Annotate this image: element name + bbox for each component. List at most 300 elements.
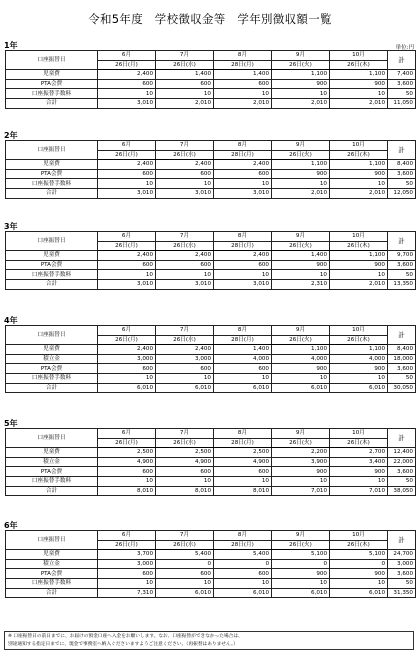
amount-cell: 600 [98,79,156,89]
amount-cell: 2,400 [214,251,272,261]
month-header: 8月 [214,326,272,336]
row-label: PTA会費 [6,467,98,477]
row-total-cell: 12,050 [388,188,416,198]
table-row [6,373,416,383]
amount-cell: 10 [272,476,330,486]
row-total-cell: 50 [388,373,416,383]
total-header: 計 [388,232,416,251]
day-header: 28日(月) [214,438,272,448]
month-header: 9月 [272,51,330,61]
amount-cell: 3,900 [272,457,330,467]
amount-cell: 10 [272,373,330,383]
amount-cell: 6,010 [98,383,156,393]
month-header: 7月 [156,326,214,336]
row-total-cell: 31,350 [388,588,416,598]
amount-cell: 2,010 [272,188,330,198]
account-date-header: 口座振替日 [6,531,98,550]
row-label: 口座振替手数料 [6,476,98,486]
row-total-cell: 7,400 [388,70,416,80]
month-header: 7月 [156,141,214,151]
amount-cell: 3,010 [214,188,272,198]
amount-cell: 1,100 [272,160,330,170]
page-title: 令和5年度 学校徴収金等 学年別徴収額一覧 [88,12,332,26]
amount-cell: 900 [330,79,388,89]
month-header: 6月 [98,51,156,61]
month-header: 9月 [272,429,330,439]
grade-label: 3年 [4,222,18,231]
amount-cell: 4,900 [214,457,272,467]
amount-cell: 10 [272,89,330,99]
row-total-cell: 11,050 [388,98,416,108]
amount-cell: 10 [330,270,388,280]
amount-cell: 10 [156,578,214,588]
amount-cell: 4,900 [156,457,214,467]
amount-cell: 10 [330,179,388,189]
row-label: PTA会費 [6,260,98,270]
amount-cell: 1,400 [272,251,330,261]
day-header: 26日(水) [156,335,214,345]
day-header: 26日(木) [330,335,388,345]
month-header: 7月 [156,232,214,242]
amount-cell: 600 [214,79,272,89]
amount-cell: 6,010 [156,588,214,598]
amount-cell: 2,400 [98,251,156,261]
sum-row [6,98,416,108]
month-header: 10月 [330,51,388,61]
amount-cell: 10 [330,578,388,588]
amount-cell: 3,700 [98,550,156,560]
month-header: 8月 [214,531,272,541]
payment-note [4,631,414,650]
row-label: 口座振替手数料 [6,270,98,280]
month-header: 7月 [156,429,214,439]
day-header: 26日(水) [156,438,214,448]
month-header: 10月 [330,141,388,151]
amount-cell: 600 [214,260,272,270]
day-header: 26日(火) [272,241,330,251]
fee-table [5,428,416,496]
amount-cell: 2,700 [330,448,388,458]
amount-cell: 900 [330,467,388,477]
month-header: 6月 [98,429,156,439]
fee-table [5,530,416,598]
table-row [6,160,416,170]
row-label: 合計 [6,98,98,108]
amount-cell: 2,010 [330,188,388,198]
sum-row [6,486,416,496]
day-header: 26日(月) [98,540,156,550]
row-label: 積立金 [6,457,98,467]
amount-cell: 600 [156,79,214,89]
row-label: 合計 [6,279,98,289]
table-row [6,270,416,280]
amount-cell: 1,400 [214,70,272,80]
amount-cell: 1,400 [156,70,214,80]
row-total-cell: 30,050 [388,383,416,393]
amount-cell: 8,010 [98,486,156,496]
amount-cell: 10 [330,89,388,99]
row-label: 合計 [6,486,98,496]
row-total-cell: 3,600 [388,79,416,89]
row-label: PTA会費 [6,364,98,374]
amount-cell: 7,010 [272,486,330,496]
table-row [6,345,416,355]
amount-cell: 10 [98,179,156,189]
account-date-header: 口座振替日 [6,429,98,448]
month-header: 8月 [214,232,272,242]
row-total-cell: 3,600 [388,569,416,579]
amount-cell: 10 [156,476,214,486]
row-total-cell: 50 [388,578,416,588]
row-label: 口座振替手数料 [6,373,98,383]
table-row [6,354,416,364]
table-row [6,89,416,99]
month-header: 6月 [98,326,156,336]
amount-cell: 10 [156,270,214,280]
table-row [6,457,416,467]
amount-cell: 900 [330,364,388,374]
row-label: PTA会費 [6,569,98,579]
amount-cell: 900 [272,364,330,374]
amount-cell: 2,200 [272,448,330,458]
month-header: 8月 [214,429,272,439]
row-total-cell: 50 [388,270,416,280]
row-total-cell: 8,400 [388,345,416,355]
table-row [6,169,416,179]
amount-cell: 0 [214,559,272,569]
amount-cell: 10 [156,179,214,189]
amount-cell: 2,310 [272,279,330,289]
day-header: 26日(木) [330,241,388,251]
amount-cell: 600 [156,364,214,374]
month-header: 6月 [98,141,156,151]
amount-cell: 1,100 [272,345,330,355]
month-header: 10月 [330,232,388,242]
amount-cell: 900 [330,569,388,579]
amount-cell: 900 [272,569,330,579]
amount-cell: 3,010 [214,279,272,289]
note-line-1: ※ 口座振替日の前日までに、お届けの預金口座へ入金をお願いします。なお、口座振替ができなかった場合は、 [8,634,243,639]
amount-cell: 10 [156,373,214,383]
fee-table [5,231,416,290]
fee-table [5,140,416,199]
total-header: 計 [388,51,416,70]
amount-cell: 900 [272,260,330,270]
month-header: 9月 [272,531,330,541]
day-header: 26日(月) [98,438,156,448]
day-header: 28日(月) [214,150,272,160]
amount-cell: 3,010 [98,279,156,289]
row-label: PTA会費 [6,169,98,179]
sum-row [6,279,416,289]
month-header: 8月 [214,51,272,61]
amount-cell: 1,100 [330,251,388,261]
amount-cell: 3,000 [156,354,214,364]
table-row [6,578,416,588]
amount-cell: 5,400 [156,550,214,560]
amount-cell: 3,010 [98,188,156,198]
amount-cell: 600 [156,169,214,179]
amount-cell: 600 [98,260,156,270]
table-row [6,550,416,560]
amount-cell: 900 [272,169,330,179]
month-header: 9月 [272,326,330,336]
amount-cell: 1,100 [330,345,388,355]
amount-cell: 4,000 [272,354,330,364]
amount-cell: 10 [98,476,156,486]
amount-cell: 2,400 [98,70,156,80]
amount-cell: 10 [214,476,272,486]
amount-cell: 600 [156,467,214,477]
account-date-header: 口座振替日 [6,326,98,345]
row-label: 児童費 [6,345,98,355]
sum-row [6,188,416,198]
day-header: 26日(火) [272,438,330,448]
total-header: 計 [388,429,416,448]
amount-cell: 10 [214,270,272,280]
row-total-cell: 3,600 [388,169,416,179]
day-header: 26日(木) [330,540,388,550]
table-row [6,476,416,486]
amount-cell: 10 [330,476,388,486]
amount-cell: 6,010 [214,588,272,598]
amount-cell: 2,400 [156,160,214,170]
amount-cell: 2,400 [98,160,156,170]
amount-cell: 10 [214,179,272,189]
amount-cell: 6,010 [330,588,388,598]
account-date-header: 口座振替日 [6,51,98,70]
amount-cell: 6,010 [330,383,388,393]
total-header: 計 [388,326,416,345]
amount-cell: 6,010 [272,588,330,598]
amount-cell: 600 [98,169,156,179]
note-line-2: 別途通知する指定日までに、現金で事務室へ納入ぐださいますようご注意ください。（再振替はありません。） [8,641,238,647]
amount-cell: 2,500 [156,448,214,458]
amount-cell: 1,400 [214,345,272,355]
amount-cell: 900 [272,467,330,477]
row-label: 積立金 [6,559,98,569]
amount-cell: 5,400 [214,550,272,560]
amount-cell: 900 [330,169,388,179]
table-row [6,559,416,569]
table-row [6,251,416,261]
amount-cell: 4,000 [330,354,388,364]
row-label: 積立金 [6,354,98,364]
row-label: 児童費 [6,550,98,560]
row-label: 児童費 [6,448,98,458]
amount-cell: 600 [156,569,214,579]
amount-cell: 600 [214,169,272,179]
amount-cell: 8,010 [214,486,272,496]
table-row [6,569,416,579]
amount-cell: 2,400 [214,160,272,170]
total-header: 計 [388,141,416,160]
amount-cell: 10 [98,373,156,383]
amount-cell: 2,400 [98,345,156,355]
table-row [6,79,416,89]
row-total-cell: 13,350 [388,279,416,289]
amount-cell: 1,100 [330,160,388,170]
amount-cell: 5,100 [330,550,388,560]
amount-cell: 600 [98,569,156,579]
amount-cell: 3,000 [98,559,156,569]
amount-cell: 3,010 [156,188,214,198]
amount-cell: 600 [214,467,272,477]
row-label: 児童費 [6,160,98,170]
amount-cell: 6,010 [156,383,214,393]
month-header: 7月 [156,51,214,61]
month-header: 10月 [330,531,388,541]
row-label: 合計 [6,383,98,393]
day-header: 26日(木) [330,150,388,160]
row-total-cell: 22,000 [388,457,416,467]
day-header: 26日(月) [98,150,156,160]
month-header: 6月 [98,232,156,242]
amount-cell: 6,010 [272,383,330,393]
row-total-cell: 18,000 [388,354,416,364]
amount-cell: 900 [272,79,330,89]
amount-cell: 10 [330,373,388,383]
table-row [6,448,416,458]
amount-cell: 0 [330,559,388,569]
row-total-cell: 8,400 [388,160,416,170]
amount-cell: 2,010 [214,98,272,108]
grade-label: 2年 [4,131,18,140]
amount-cell: 2,010 [272,98,330,108]
amount-cell: 3,010 [98,98,156,108]
amount-cell: 4,000 [214,354,272,364]
amount-cell: 1,100 [272,70,330,80]
fee-table [5,50,416,109]
amount-cell: 10 [214,89,272,99]
row-total-cell: 3,600 [388,467,416,477]
row-total-cell: 50 [388,179,416,189]
row-total-cell: 24,700 [388,550,416,560]
row-label: 合計 [6,588,98,598]
amount-cell: 0 [156,559,214,569]
row-label: 児童費 [6,251,98,261]
amount-cell: 3,010 [156,279,214,289]
amount-cell: 10 [214,578,272,588]
amount-cell: 3,400 [330,457,388,467]
row-label: 口座振替手数料 [6,578,98,588]
amount-cell: 600 [98,364,156,374]
account-date-header: 口座振替日 [6,232,98,251]
amount-cell: 6,010 [214,383,272,393]
amount-cell: 10 [272,179,330,189]
row-label: 口座振替手数料 [6,89,98,99]
row-total-cell: 50 [388,89,416,99]
amount-cell: 600 [156,260,214,270]
amount-cell: 600 [98,467,156,477]
total-header: 計 [388,531,416,550]
day-header: 28日(月) [214,335,272,345]
amount-cell: 600 [214,569,272,579]
amount-cell: 10 [98,270,156,280]
amount-cell: 10 [156,89,214,99]
amount-cell: 900 [330,260,388,270]
amount-cell: 10 [214,373,272,383]
day-header: 28日(月) [214,241,272,251]
row-total-cell: 3,600 [388,364,416,374]
amount-cell: 1,100 [330,70,388,80]
amount-cell: 2,010 [330,98,388,108]
amount-cell: 2,400 [156,345,214,355]
amount-cell: 0 [272,559,330,569]
sum-row [6,383,416,393]
amount-cell: 7,010 [330,486,388,496]
month-header: 8月 [214,141,272,151]
month-header: 9月 [272,141,330,151]
day-header: 26日(火) [272,335,330,345]
table-row [6,364,416,374]
row-label: 児童費 [6,70,98,80]
grade-label: 4年 [4,316,18,325]
row-total-cell: 38,050 [388,486,416,496]
fee-table [5,325,416,393]
row-total-cell: 50 [388,476,416,486]
row-total-cell: 3,600 [388,260,416,270]
row-label: 合計 [6,188,98,198]
table-row [6,70,416,80]
amount-cell: 2,500 [214,448,272,458]
amount-cell: 10 [272,578,330,588]
table-row [6,179,416,189]
row-label: PTA会費 [6,79,98,89]
amount-cell: 4,900 [98,457,156,467]
day-header: 26日(木) [330,60,388,70]
month-header: 10月 [330,429,388,439]
month-header: 10月 [330,326,388,336]
amount-cell: 5,100 [272,550,330,560]
grade-label: 6年 [4,521,18,530]
day-header: 26日(水) [156,60,214,70]
amount-cell: 2,500 [98,448,156,458]
grade-label: 1年 [4,41,18,50]
day-header: 28日(月) [214,60,272,70]
amount-cell: 600 [214,364,272,374]
month-header: 9月 [272,232,330,242]
day-header: 26日(火) [272,150,330,160]
unit-label: 単位:円 [395,45,414,51]
amount-cell: 3,000 [98,354,156,364]
table-row [6,260,416,270]
sum-row [6,588,416,598]
grade-label: 5年 [4,419,18,428]
table-row [6,467,416,477]
day-header: 26日(火) [272,540,330,550]
amount-cell: 7,310 [98,588,156,598]
day-header: 28日(月) [214,540,272,550]
day-header: 26日(月) [98,60,156,70]
day-header: 26日(月) [98,241,156,251]
amount-cell: 10 [98,578,156,588]
amount-cell: 2,010 [156,98,214,108]
account-date-header: 口座振替日 [6,141,98,160]
day-header: 26日(水) [156,540,214,550]
day-header: 26日(水) [156,241,214,251]
amount-cell: 2,010 [330,279,388,289]
day-header: 26日(火) [272,60,330,70]
row-label: 口座振替手数料 [6,179,98,189]
row-total-cell: 3,000 [388,559,416,569]
day-header: 26日(水) [156,150,214,160]
row-total-cell: 9,700 [388,251,416,261]
row-total-cell: 12,400 [388,448,416,458]
day-header: 26日(木) [330,438,388,448]
month-header: 7月 [156,531,214,541]
amount-cell: 8,010 [156,486,214,496]
